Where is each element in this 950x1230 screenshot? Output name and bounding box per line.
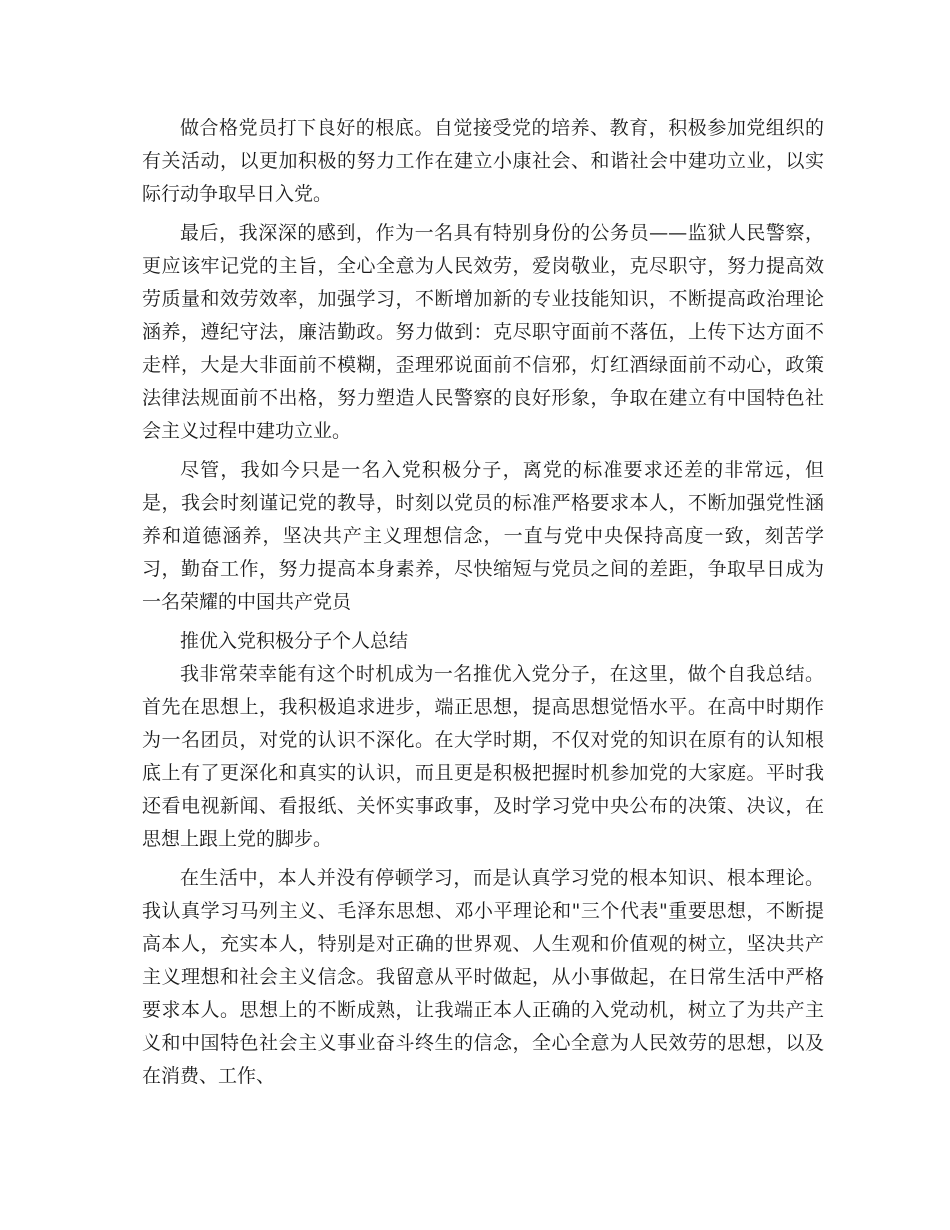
paragraph-2: 最后，我深深的感到，作为一名具有特别身份的公务员——监狱人民警察，更应该牢记党的主旨，全心全意为人民效劳，爱岗敬业，克尽职守，努力提高效劳质量和效劳效率，加强学习，不断增加新的专业技能知识，不断提高政治理论涵养，遵纪守法，廉洁勤政。努力做到：克尽职守面前不落伍，上传下达方面不走样，大是大非面前不模糊，歪理邪说面前不信邪，灯红酒绿面前不动心，政策法律法规面前不出格，努力塑造人民警察的良好形象，争取在建立有中国特色社会主义过程中建功立业。 <box>142 222 824 442</box>
document-page <box>142 112 824 1093</box>
paragraph-3: 尽管，我如今只是一名入党积极分子，离党的标准要求还差的非常远，但是，我会时刻谨记党的教导，时刻以党员的标准严格要求本人，不断加强党性涵养和道德涵养，坚决共产主义理想信念，一直与党中央保持高度一致，刻苦学习，勤奋工作，努力提高本身素养，尽快缩短与党员之间的差距，争取早日成为一名荣耀的中国共产党员 <box>142 459 824 613</box>
paragraph-1: 做合格党员打下良好的根底。自觉接受党的培养、教育，积极参加党组织的有关活动，以更加积极的努力工作在建立小康社会、和谐社会中建功立业，以实际行动争取早日入党。 <box>142 117 824 205</box>
section-title: 推优入党积极分子个人总结 <box>180 630 409 652</box>
section-paragraph-1: 我非常荣幸能有这个时机成为一名推优入党分子，在这里，做个自我总结。首先在思想上，我积极追求进步，端正思想，提高思想觉悟水平。在高中时期作为一名团员，对党的认识不深化。在大学时期，不仅对党的知识在原有的认知根底上有了更深化和真实的认识，而且更是积极把握时机参加党的大家庭。平时我还看电视新闻、看报纸、关怀实事政事，及时学习党中央公布的决策、决议，在思想上跟上党的脚步。 <box>142 663 824 850</box>
section-paragraph-2: 在生活中，本人并没有停顿学习，而是认真学习党的根本知识、根本理论。我认真学习马列主义、毛泽东思想、邓小平理论和"三个代表"重要思想，不断提高本人，充实本人，特别是对正确的世界观、人生观和价值观的树立，坚决共产主义理想和社会主义信念。我留意从平时做起，从小事做起，在日常生活中严格要求本人。思想上的不断成熟，让我端正本人正确的入党动机，树立了为共产主义和中国特色社会主义事业奋斗终生的信念，全心全意为人民效劳的思想，以及在消费、工作、 <box>142 867 824 1087</box>
